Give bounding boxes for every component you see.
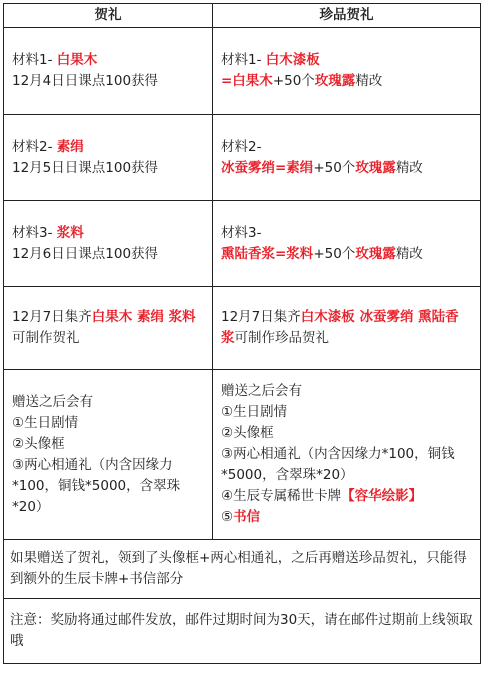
reward-item: ②头像框 <box>221 425 274 441</box>
rare-material-2-title: 材料2- <box>221 138 262 155</box>
rare-material-2-cell <box>213 115 481 201</box>
reward-item: ②头像框 <box>12 435 65 452</box>
combine-rare-items: 白木漆板 冰蚕雾绡 熏陆香浆 <box>221 309 459 346</box>
material-1-desc: 12月4日日课点100获得 <box>12 73 159 89</box>
reward-item: ③两心相通礼（内含因缘力*100，铜钱*5000，含翠珠*20） <box>221 446 455 483</box>
material-3-cell <box>4 201 213 287</box>
combine-row <box>4 287 481 370</box>
material-row-2 <box>4 115 481 201</box>
rare-material-3-title: 材料3- <box>221 224 262 241</box>
rare-material-1-formula: =白果木+50个玫瑰露精改 <box>221 73 383 89</box>
material-3-name: 浆料 <box>56 224 84 241</box>
material-3-desc: 12月6日日课点100获得 <box>12 245 159 262</box>
material-2-name: 素绢 <box>56 138 84 155</box>
material-2-desc: 12月5日日课点100获得 <box>12 159 159 176</box>
rewards-gift-title: 赠送之后会有 <box>12 393 93 410</box>
note-mail-notice: 注意：奖励将通过邮件发放，邮件过期时间为30天，请在邮件过期前上线领取哦 <box>4 599 481 664</box>
material-2-cell <box>4 115 213 201</box>
reward-item: ①生日剧情 <box>221 404 288 420</box>
reward-item-card: ④生辰专属稀世卡牌【容华绘影】 <box>221 488 423 504</box>
rare-material-1-title: 材料1- 白木漆板 <box>221 52 320 68</box>
combine-gift-items: 白果木 素绢 浆料 <box>91 309 196 325</box>
gift-table <box>3 3 481 664</box>
reward-item: ③两心相通礼（内含因缘力*100，铜钱*5000，含翠珠*20） <box>12 456 181 515</box>
rare-material-3-cell <box>213 201 481 287</box>
material-1-name: 白果木 <box>56 52 98 68</box>
rare-material-2-formula: 冰蚕雾绡=素绢+50个玫瑰露精改 <box>221 159 423 176</box>
material-row-3 <box>4 201 481 287</box>
reward-item-letter: ⑤书信 <box>221 509 261 525</box>
note-row-1 <box>4 540 481 599</box>
header-row <box>4 4 481 28</box>
rewards-row <box>4 370 481 540</box>
material-3-title: 材料3- 浆料 <box>12 224 84 241</box>
note-extra-rewards: 如果赠送了贺礼，领到了头像框+两心相通礼，之后再赠送珍品贺礼，只能得到额外的生辰卡牌+书信部分 <box>4 540 481 599</box>
rare-material-1-name: 白木漆板 <box>265 52 320 68</box>
reward-item: ①生日剧情 <box>12 414 79 431</box>
material-row-1 <box>4 28 481 115</box>
rewards-gift-cell <box>4 370 213 540</box>
combine-gift-cell: 12月7日集齐白果木 素绢 浆料可制作贺礼 <box>4 287 213 370</box>
material-1-cell <box>4 28 213 115</box>
header-rare-gift: 珍品贺礼 <box>213 4 481 28</box>
material-1-title: 材料1- 白果木 <box>12 52 98 68</box>
material-2-title: 材料2- 素绢 <box>12 138 84 155</box>
rare-material-1-cell <box>213 28 481 115</box>
header-gift: 贺礼 <box>4 4 213 28</box>
note-row-2 <box>4 599 481 664</box>
rare-material-3-formula: 熏陆香浆=浆料+50个玫瑰露精改 <box>221 245 423 262</box>
rewards-rare-cell <box>213 370 481 540</box>
rewards-rare-title: 赠送之后会有 <box>221 383 302 399</box>
combine-rare-cell: 12月7日集齐白木漆板 冰蚕雾绡 熏陆香浆可制作珍品贺礼 <box>213 287 481 370</box>
